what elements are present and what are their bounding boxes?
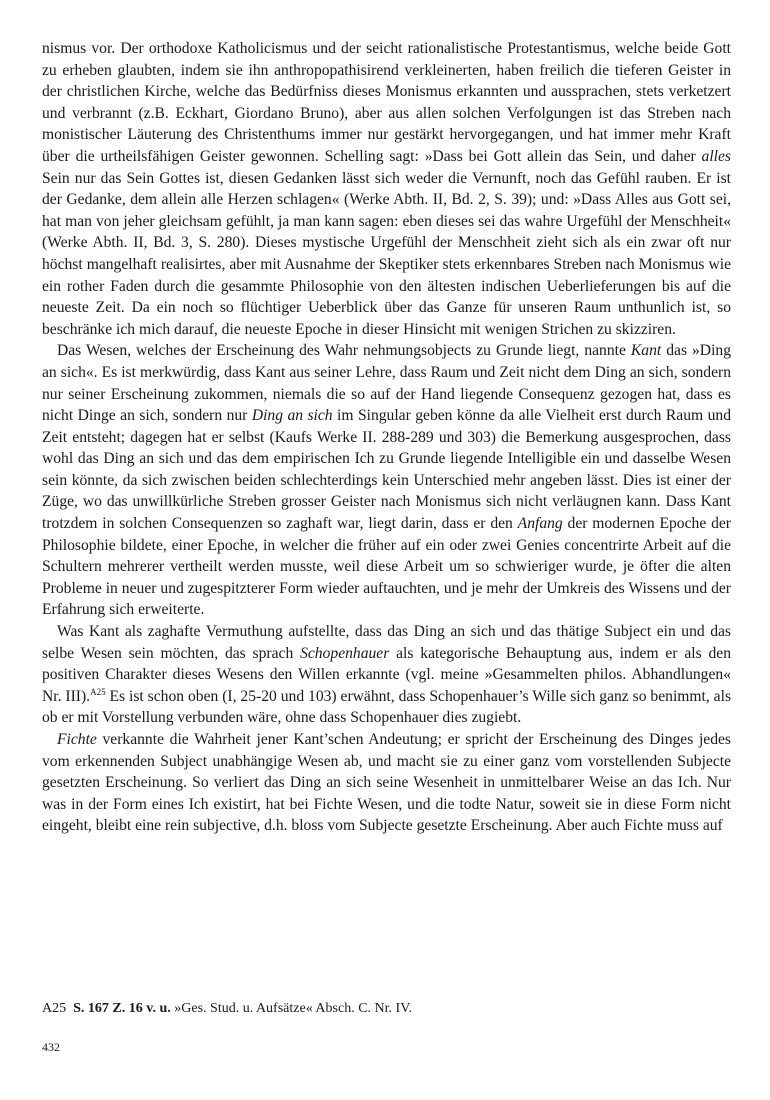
main-text <box>42 38 731 837</box>
text-run: Sein nur das Sein Gottes ist, diesen Gedanken lässt sich weder die Vernunft, noch das Gefühl rauben. Er ist der Gedanke, dem allein alle Herzen schlagen« (Werke Abth. II, Bd. 2, S. 39); und: »Dass Alles aus Gott sei, hat man von jeher gleichsam gefühlt, ja man kann sagen: eben dieses sei das wahre Urgefühl der Menschheit« (Werke Abth. II, Bd. 3, S. 280). Dieses mystische Urgefühl der Menschheit zieht sich als ein zwar oft nur höchst mangelhaft realisirtes, aber mit Ausnahme der Skeptiker stets erkennbares Streben nach Monismus wie ein rother Faden durch die gesammte Philosophie von den ältesten indischen Ueberlieferungen bis auf die neueste Zeit. Da ein noch so flüchtiger Ueberblick über das Ganze für unseren Raum unthunlich ist, so beschränke ich mich darauf, die neueste Epoche in dieser Hinsicht mit wenigen Strichen zu skizziren. <box>42 169 731 338</box>
page-number: 432 <box>42 1040 60 1054</box>
italic-term: Fichte <box>57 731 97 748</box>
paragraph <box>42 729 731 837</box>
italic-term: Anfang <box>517 515 563 533</box>
footnote-reference: S. 167 Z. 16 v. u. <box>73 1001 171 1016</box>
text-run: als kategorische Behauptung aus, indem er als den positiven Charakter dieses Wesens den Willen erkannte (vgl. meine »Gesammelten philos. Abhandlungen« Nr. III). <box>42 644 732 705</box>
paragraph <box>42 38 731 340</box>
footnote-text: »Ges. Stud. u. Aufsätze« Absch. C. Nr. IV. <box>174 1001 412 1016</box>
italic-term: Kant <box>630 342 662 360</box>
text-run: im Singular geben könne da alle Vielheit erst durch Raum und Zeit entsteht; dagegen hat er selbst (Kaufs Werke II. 288-289 und 303) die Bemerkung ausgesprochen, dass wohl das Ding an sich und das dem empirischen Ich zu Grunde liegende Intelligible ein und dasselbe Wesen sein könnte, da sich zwischen beiden schlechterdings kein Unterschied mehr angeben lässt. Dies ist einer der Züge, wo das unwillkürliche Streben grosser Geister nach Monismus sich nicht verläugnen kann. Dass Kant trotzdem in solchen Consequenzen so zaghaft war, liegt darin, dass er den <box>42 407 731 533</box>
text-run: verkannte die Wahrheit jener Kant’schen Andeutung; er spricht der Erscheinung des Dinges jedes vom erkennenden Subject unabhängige Wesen ab, und macht sie zu einer ganz vom vorstellenden Subjecte gesetzten Erscheinung. So verliert das Ding an sich seine Wesenheit in unmittelbarer Weise an das Ich. Nur was in der Form eines Ich existirt, hat bei Fichte Wesen, und die todte Natur, soweit sie in diese Form nicht eingeht, bleibt eine rein subjective, d.h. bloss vom Subjecte gesetzte Erscheinung. Aber auch Fichte muss auf <box>42 731 731 835</box>
paragraph <box>42 340 731 621</box>
footnote-id: A25 <box>42 1001 67 1016</box>
text-run: Es ist schon oben (I, 25-20 und 103) erwähnt, dass Schopenhauer’s Wille sich ganz so benimmt, als ob er mit Vorstellung verbunden wäre, ohne dass Schopenhauer dies zugiebt. <box>42 687 732 727</box>
italic-term: Ding an sich <box>251 407 333 425</box>
text-run: das »Ding an sich«. Es ist merkwürdig, dass Kant aus seiner Lehre, dass Raum und Zeit nicht dem Ding an sich, sondern nur seiner Erscheinung zukommen, niemals die so auf der Hand liegende Consequenz gezogen hat, dass es nicht Dinge an sich, sondern nur <box>42 342 731 425</box>
italic-term: alles <box>701 147 731 165</box>
paragraph <box>42 621 731 729</box>
italic-term: Schopenhauer <box>300 644 390 662</box>
text-run: Das Wesen, welches der Erscheinung des Wahr nehmungsobjects zu Grunde liegt, nannte <box>57 342 631 360</box>
text-run: nismus vor. Der orthodoxe Katholicismus und der seicht rationalistische Protestantismus, welche beide Gott zu erheben glaubten, indem sie ihn anthropopathisirend verkleinerten, haben freilich die tieferen Geister in der christlichen Kirche, welche das Bedürfniss dieses Monismus erkannten und aussprachen, stets verketzert und verbrannt (z.B. Eckhart, Giordano Bruno), aber aus allen solchen Verfolgungen ist das Streben nach monistischer Läuterung des Christenthums immer nur gestärkt hervorgegangen, und hat immer mehr Kraft über die urtheilsfähigen Geister gewonnen. Schelling sagt: »Dass bei Gott allein das Sein, und daher <box>42 40 731 165</box>
footnote-A25 <box>42 1000 731 1018</box>
text-run: der modernen Epoche der Philosophie bildete, einer Epoche, in welcher die früher auf ein oder zwei Genies concentrirte Arbeit auf die Schultern mehrerer vertheilt werden musste, weil diese Arbeit um so schwieriger wurde, je öfter die alten Probleme in neuer und zugespitzterer Form wieder auftauchten, und je mehr der Umkreis des Wissens und der Erfahrung sich erweiterte. <box>42 515 731 619</box>
text-run: Was Kant als zaghafte Vermuthung aufstellte, dass das Ding an sich und das thätige Subject ein und das selbe Wesen sein möchten, das sprach <box>42 623 731 662</box>
footnote-marker: A25 <box>90 686 106 697</box>
